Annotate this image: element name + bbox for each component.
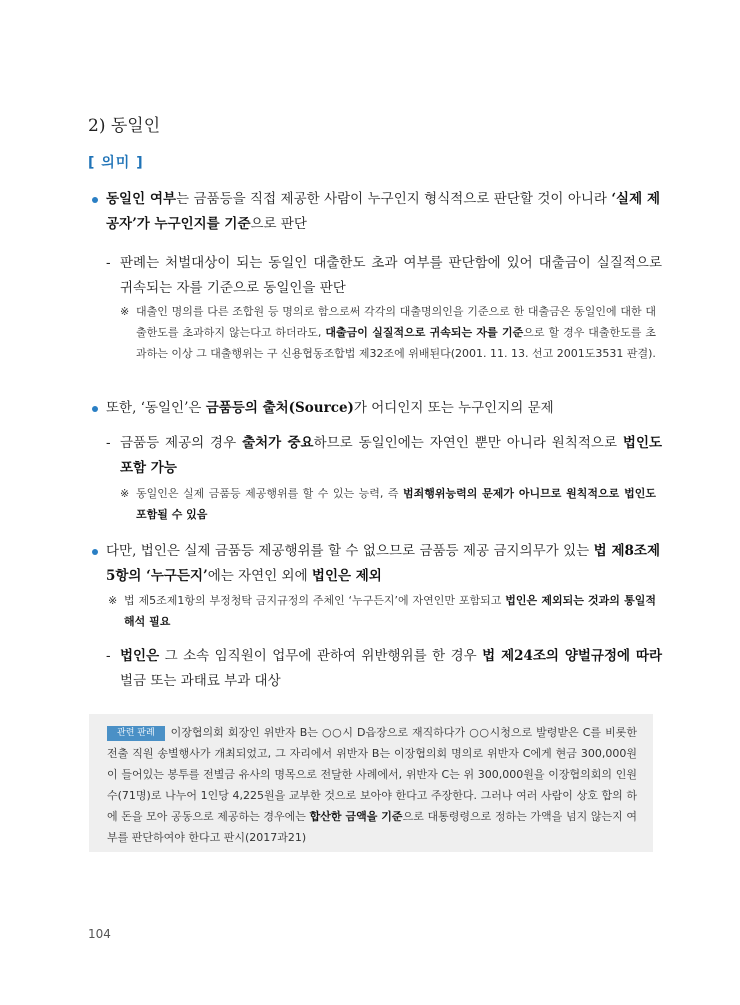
dash-text: [120, 431, 662, 481]
dash-item-corporation: [106, 431, 662, 481]
bullet-item-identity: [92, 187, 660, 237]
note-item-interpretation: [108, 590, 656, 632]
related-case-text: [107, 722, 637, 848]
note-item-capacity: [120, 483, 656, 525]
body-text: 이장협의회 회장인 위반자 B는 ○○시 D읍장으로 재직하다가 ○○시청으로 발령받은 C를 비롯한 전출 직원 송별행사가 개최되었고, 그 자리에서 위반자 B는 이장협의회 명의로 위반자 C에게 현금 300,000원이 들어있는 봉투를 전별금 유사의 명목으로 전달한 사례에서, 위반자 C는 위 300,000원을 이장협의회의 인원수(71명)로 나누어 1인당 4,225원을 교부한 것으로 보아야 한다고 주장한다. 그러나 여러 사람이 상호 합의 하에 돈을 모아 공동으로 제공하는 경우에는: [107, 726, 637, 823]
body-text: 는 금품등을 직접 제공한 사람이 누구인지 형식적으로 판단할 것이 아니라: [176, 191, 612, 207]
bold-text: 법 제24조의 양벌규정에 따라: [482, 648, 663, 664]
dash-item-precedent: [106, 251, 662, 301]
body-text: 으로 할 경우 대출한도를 초과하는 이상 그 대출행위는 구 신용협동조합법 제32조에 위배된다(2001. 11. 13. 선고 2001도3531 판결).: [136, 326, 657, 360]
body-text: 에는 자연인 외에: [207, 568, 312, 584]
bold-text: 법 제8조제5항의 ‘누구든지’: [106, 543, 661, 584]
body-text: 으로 판단: [250, 216, 307, 232]
bold-text: 법인은 제외되는 것과의 통일적 해석 필요: [124, 594, 656, 628]
note-mark: ※: [120, 305, 130, 318]
meaning-label: [ 의미 ]: [88, 155, 144, 171]
bold-text: 범죄행위능력의 문제가 아니므로 원칙적으로 법인도 포함될 수 있음: [136, 487, 656, 521]
body-text: 동일인은 실제 금품등 제공행위를 할 수 있는 능력, 즉: [136, 487, 403, 500]
note-text: [124, 590, 656, 632]
note-item-loan: [120, 301, 656, 364]
body-text: 으로 대통령령으로 정하는 가액을 넘지 않는지 여부를 판단하여야 한다고 판시(2017과21): [107, 810, 638, 844]
bold-text: 동일인 여부: [106, 191, 177, 207]
bullet-dot-icon: [92, 406, 98, 412]
bullet-item-exclusion: [92, 539, 660, 589]
body-text: 금품등 제공의 경우: [120, 435, 243, 451]
note-text: [136, 483, 656, 525]
dash-item-penalty: [106, 644, 662, 694]
body-text: 그 소속 임직원이 업무에 관하여 위반행위를 한 경우: [159, 648, 483, 664]
bullet-text: [106, 539, 660, 589]
bold-text: ‘실제 제공자’가 누구인지를 기준: [106, 191, 660, 232]
bullet-dot-icon: [92, 549, 98, 555]
body-text: 법 제5조제1항의 부정청탁 금지규정의 주체인 ‘누구든지’에 자연인만 포함되고: [124, 594, 506, 607]
dash-mark: -: [106, 255, 111, 271]
body-text: 다만, 법인은 실제 금품등 제공행위를 할 수 없으므로 금품등 제공 금지의무가 있는: [106, 543, 594, 559]
note-mark: ※: [108, 594, 118, 607]
bold-text: 법인은: [120, 648, 160, 664]
body-text: 또한, ‘동일인’은: [106, 400, 206, 416]
bold-text: 법인도 포함 가능: [120, 435, 663, 476]
body-text: 가 어디인지 또는 누구인지의 문제: [353, 400, 554, 416]
body-text: 벌금 또는 과태료 부과 대상: [120, 673, 281, 689]
bold-text: 합산한 금액을 기준: [309, 810, 403, 823]
related-case-badge: 관련 판례: [107, 726, 165, 741]
note-text: [136, 301, 656, 364]
page-number: 104: [88, 927, 111, 941]
dash-mark: -: [106, 648, 111, 664]
body-text: 하므로 동일인에는 자연인 뿐만 아니라 원칙적으로: [313, 435, 623, 451]
bullet-item-source: [92, 396, 660, 421]
dash-text: 판례는 처벌대상이 되는 동일인 대출한도 초과 여부를 판단함에 있어 대출금이 실질적으로 귀속되는 자를 기준으로 동일인을 판단: [120, 255, 662, 296]
note-mark: ※: [120, 487, 130, 500]
bold-text: 금품등의 출처(Source): [205, 400, 354, 416]
bullet-text: [106, 396, 660, 421]
body-text: 대출인 명의를 다른 조합원 등 명의로 함으로써 각각의 대출명의인을 기준으로 한 대출금은 동일인에 대한 대출한도를 초과하지 않는다고 하더라도,: [136, 305, 656, 339]
dash-text: [120, 644, 662, 694]
bold-text: 출처가 중요: [242, 435, 314, 451]
bold-text: 대출금이 실질적으로 귀속되는 자를 기준: [325, 326, 524, 339]
dash-mark: -: [106, 435, 111, 451]
bold-text: 법인은 제외: [311, 568, 382, 584]
section-title: 2) 동일인: [88, 116, 161, 136]
related-case-box: [89, 714, 653, 852]
bullet-dot-icon: [92, 197, 98, 203]
bullet-text: [106, 187, 660, 237]
